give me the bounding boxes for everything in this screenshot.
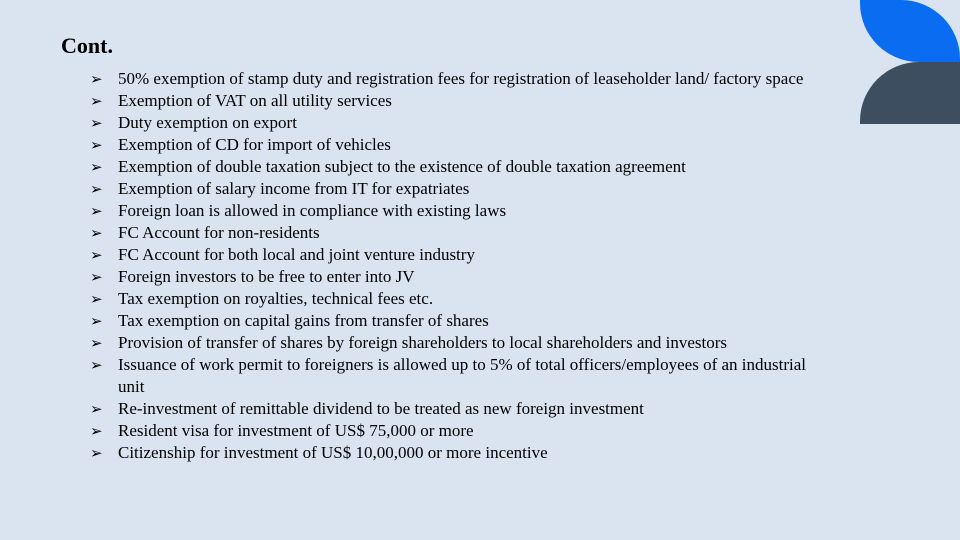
bullet-text: Foreign loan is allowed in compliance with existing laws <box>118 201 507 220</box>
bullet-text: Exemption of double taxation subject to the existence of double taxation agreement <box>118 157 686 176</box>
arrowhead-bullet-icon: ➢ <box>90 444 103 462</box>
bullet-item <box>88 332 828 354</box>
bullet-text: Exemption of VAT on all utility services <box>118 91 392 110</box>
bullet-text: Foreign investors to be free to enter into JV <box>118 267 415 286</box>
corner-decoration <box>860 0 960 124</box>
arrowhead-bullet-icon: ➢ <box>90 92 103 110</box>
bullet-item <box>88 156 828 178</box>
blue-semicircle-shape <box>860 0 960 62</box>
arrowhead-bullet-icon: ➢ <box>90 400 103 418</box>
bullet-text: Tax exemption on capital gains from transfer of shares <box>118 311 489 330</box>
bullet-item <box>88 200 828 222</box>
bullet-item <box>88 310 828 332</box>
bullet-item <box>88 244 828 266</box>
bullet-item <box>88 112 828 134</box>
arrowhead-bullet-icon: ➢ <box>90 136 103 154</box>
bullet-text: Provision of transfer of shares by foreign shareholders to local shareholders and investors <box>118 333 728 352</box>
bullet-text: Exemption of salary income from IT for expatriates <box>118 179 470 198</box>
arrowhead-bullet-icon: ➢ <box>90 114 103 132</box>
bullet-text: 50% exemption of stamp duty and registration fees for registration of leaseholder land/ factory space <box>118 69 804 88</box>
arrowhead-bullet-icon: ➢ <box>90 356 103 374</box>
bullet-item <box>88 222 828 244</box>
bullet-text: Issuance of work permit to foreigners is allowed up to 5% of total officers/employees of an industrial unit <box>118 355 807 396</box>
bullet-item <box>88 420 828 442</box>
bullet-item <box>88 398 828 420</box>
bullet-item <box>88 288 828 310</box>
arrowhead-bullet-icon: ➢ <box>90 290 103 308</box>
arrowhead-bullet-icon: ➢ <box>90 180 103 198</box>
bullet-text: FC Account for both local and joint venture industry <box>118 245 475 264</box>
bullet-item <box>88 90 828 112</box>
bullet-text: Tax exemption on royalties, technical fees etc. <box>118 289 434 308</box>
slate-semicircle-shape <box>860 62 960 124</box>
arrowhead-bullet-icon: ➢ <box>90 202 103 220</box>
bullet-item <box>88 178 828 200</box>
bullet-item <box>88 266 828 288</box>
arrowhead-bullet-icon: ➢ <box>90 70 103 88</box>
bullet-item <box>88 442 828 464</box>
bullet-text: FC Account for non-residents <box>118 223 320 242</box>
bullet-item <box>88 134 828 156</box>
arrowhead-bullet-icon: ➢ <box>90 224 103 242</box>
bullet-text: Resident visa for investment of US$ 75,000 or more <box>118 421 474 440</box>
bullet-text: Re-investment of remittable dividend to be treated as new foreign investment <box>118 399 644 418</box>
bullet-item <box>88 354 828 398</box>
slide-title: Cont. <box>61 33 113 58</box>
arrowhead-bullet-icon: ➢ <box>90 422 103 440</box>
arrowhead-bullet-icon: ➢ <box>90 334 103 352</box>
arrowhead-bullet-icon: ➢ <box>90 158 103 176</box>
bullet-text: Duty exemption on export <box>118 113 297 132</box>
bullet-list <box>88 68 828 464</box>
arrowhead-bullet-icon: ➢ <box>90 312 103 330</box>
arrowhead-bullet-icon: ➢ <box>90 246 103 264</box>
bullet-text: Exemption of CD for import of vehicles <box>118 135 391 154</box>
bullet-item <box>88 68 828 90</box>
bullet-text: Citizenship for investment of US$ 10,00,000 or more incentive <box>118 443 548 462</box>
arrowhead-bullet-icon: ➢ <box>90 268 103 286</box>
